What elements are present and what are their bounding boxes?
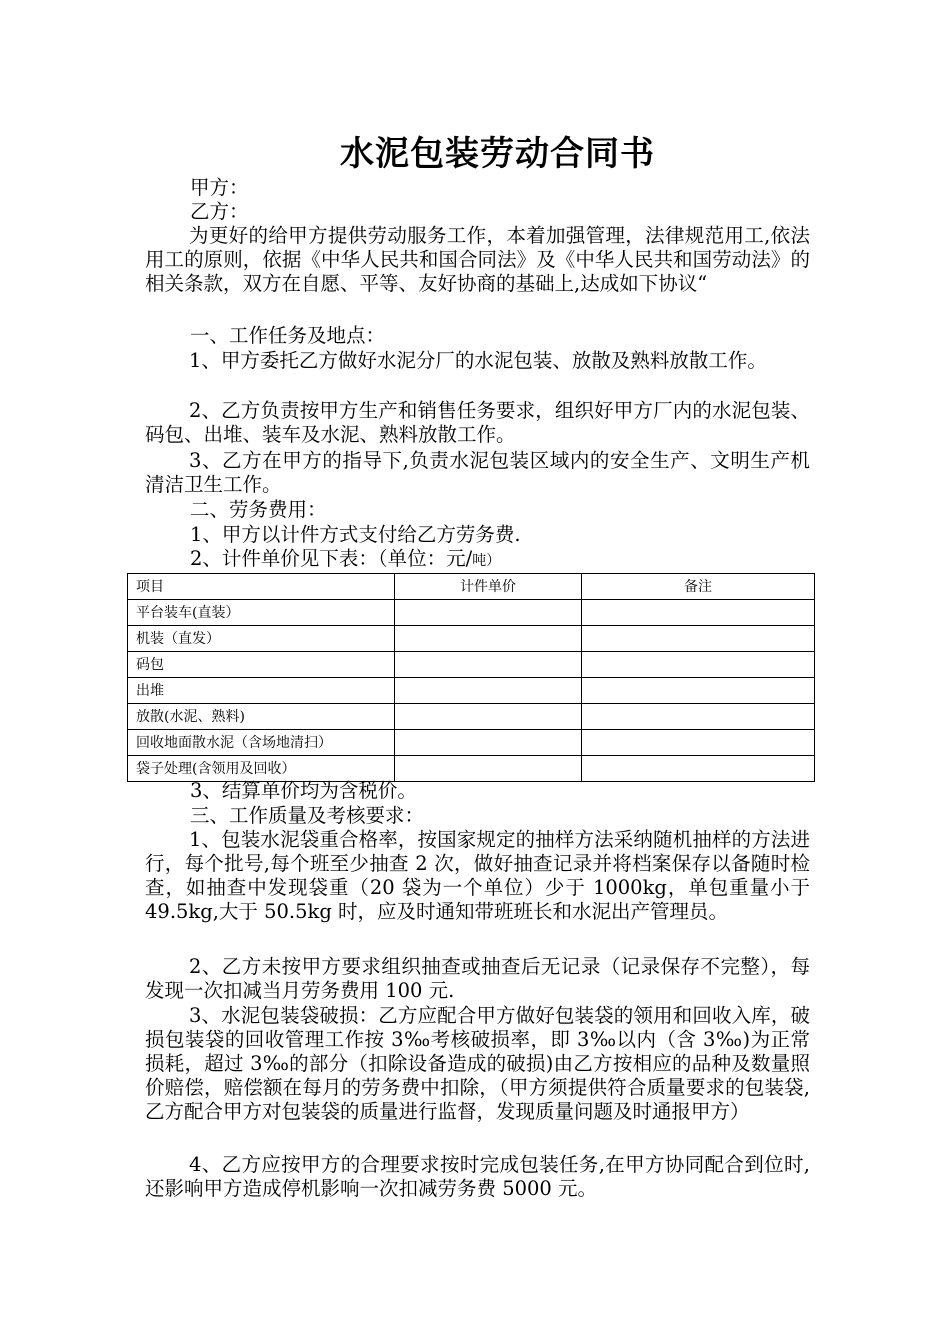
section1-item3: 3、乙方在甲方的指导下,负责水泥包装区域内的安全生产、文明生产机清洁卫生工作。	[145, 449, 810, 496]
row-price-cell	[395, 626, 582, 652]
row-remark-cell	[582, 756, 815, 782]
row-item-cell: 回收地面散水泥（含场地清扫）	[128, 730, 395, 756]
section1-item2-block	[145, 399, 810, 447]
section2-item2	[190, 547, 500, 573]
row-price-cell	[395, 756, 582, 782]
section3-item2-block	[145, 955, 810, 1003]
row-price-cell	[395, 730, 582, 756]
table-row	[128, 704, 815, 730]
section1-item1: 1、甲方委托乙方做好水泥分厂的水泥包装、放散及熟料放散工作。	[189, 349, 767, 372]
section1-item1-block	[145, 349, 810, 373]
section2-item1: 1、甲方以计件方式支付给乙方劳务费.	[190, 523, 521, 546]
row-remark-cell	[582, 626, 815, 652]
section1-item3-block	[145, 449, 810, 497]
row-item-cell: 放散(水泥、熟料)	[128, 704, 395, 730]
col-header-remark: 备注	[582, 574, 815, 600]
section3-item3: 3、水泥包装袋破损：乙方应配合甲方做好包装袋的领用和回收入库，破损包装袋的回收管理工作按 3‰考核破损率，即 3‰以内（含 3‰)为正常损耗，超过 3‰的部分（扣除设备造成的破损)由乙方按相应的品种及数量照价赔偿，赔偿额在每月的劳务费中扣除，（甲方须提供符合质量要求的包装袋,乙方配合甲方对包装袋的质量进行监督，发现质量问题及时通报甲方）	[145, 1004, 810, 1123]
section1-heading: 一、工作任务及地点：	[190, 324, 386, 347]
table-row	[128, 730, 815, 756]
section2-heading: 二、劳务费用：	[190, 498, 327, 521]
row-item-cell: 袋子处理(含领用及回收）	[128, 756, 395, 782]
party-a-label: 甲方：	[190, 176, 249, 199]
row-remark-cell	[582, 652, 815, 678]
section2-item3: 3、结算单价均为含税价。	[190, 779, 417, 802]
section3-item3-block	[145, 1004, 810, 1124]
section2-item2-unit: 吨）	[472, 553, 501, 569]
table-row	[128, 678, 815, 704]
row-price-cell	[395, 704, 582, 730]
document-title: 水泥包装劳动合同书	[340, 134, 655, 174]
row-remark-cell	[582, 730, 815, 756]
row-item-cell: 出堆	[128, 678, 395, 704]
section3-item4: 4、乙方应按甲方的合理要求按时完成包装任务,在甲方协同配合到位时,还影响甲方造成停机影响一次扣减劳务费 5000 元。	[145, 1153, 810, 1200]
col-header-unit-price: 计件单价	[395, 574, 582, 600]
section3-heading: 三、工作质量及考核要求：	[190, 804, 425, 827]
table-row	[128, 652, 815, 678]
row-item-cell: 机装（直发）	[128, 626, 395, 652]
section3-item1: 1、包装水泥袋重合格率，按国家规定的抽样方法采纳随机抽样的方法进行，每个批号,每个班至少抽查 2 次，做好抽查记录并将档案保存以备随时检查，如抽查中发现袋重（20 袋为一个单位）少于 1000kg，单包重量小于 49.5kg,大于 50.5kg 时，应及时通知带班班长和水泥出产管理员。	[145, 828, 810, 923]
party-b-label: 乙方：	[190, 200, 249, 223]
section3-item4-block	[145, 1153, 810, 1201]
row-remark-cell	[582, 704, 815, 730]
col-header-item: 项目	[128, 574, 395, 600]
table-row	[128, 626, 815, 652]
table-row	[128, 600, 815, 626]
table-header-row	[128, 574, 815, 600]
rate-table	[127, 573, 815, 782]
row-item-cell: 码包	[128, 652, 395, 678]
intro-block	[145, 224, 810, 296]
section2-item2-text: 2、计件单价见下表：（单位：元/	[190, 547, 473, 570]
intro-paragraph: 为更好的给甲方提供劳动服务工作，本着加强管理，法律规范用工,依法用工的原则，依据《中华人民共和国合同法》及《中华人民共和国劳动法》的相关条款，双方在自愿、平等、友好协商的基础上,达成如下协议“	[145, 224, 810, 295]
row-remark-cell	[582, 600, 815, 626]
row-remark-cell	[582, 678, 815, 704]
section1-item2: 2、乙方负责按甲方生产和销售任务要求，组织好甲方厂内的水泥包装、码包、出堆、装车及水泥、熟料放散工作。	[145, 399, 810, 446]
row-item-cell: 平台装车(直装）	[128, 600, 395, 626]
row-price-cell	[395, 678, 582, 704]
row-price-cell	[395, 600, 582, 626]
section3-item1-block	[145, 828, 810, 924]
table-row	[128, 756, 815, 782]
row-price-cell	[395, 652, 582, 678]
section3-item2: 2、乙方未按甲方要求组织抽查或抽查后无记录（记录保存不完整），每发现一次扣减当月劳务费用 100 元.	[145, 955, 810, 1002]
